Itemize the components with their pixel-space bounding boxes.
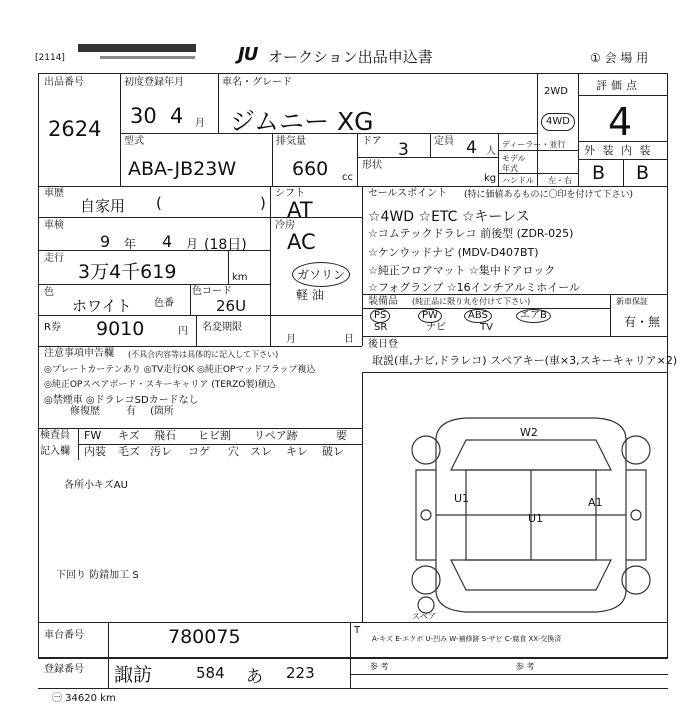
handle-label: ハンドル (502, 176, 534, 185)
venue-label: ① 会 場 用 (590, 51, 649, 65)
first-reg-label: 初度登録年月 (124, 77, 184, 88)
rear-seat-value: 取説(車,ナビ,ドラレコ) スペアキー(車×3,スキーキャリア×2) (372, 354, 678, 367)
inspection-month: 4 (162, 232, 173, 251)
shape-unit: kg (484, 173, 497, 184)
model-label: 型式 (124, 136, 144, 147)
displacement-value: 660 (292, 158, 329, 180)
model-year-label: モデル 年式 (502, 154, 526, 173)
check-yabure: 破レ (322, 445, 344, 458)
sales-line-5: ☆フォグランプ ☆16インチアルミホイール (368, 281, 581, 294)
history-label: 車歴 (44, 188, 64, 199)
fuel-light-oil: 軽 油 (296, 288, 324, 302)
form-title: オークション出品申込書 (268, 48, 433, 66)
mileage-value: 3万4千619 (78, 261, 177, 283)
first-reg-month-unit: 月 (195, 118, 205, 129)
notes-line-1: ◎プレートカーテンあり ◎TV走行OK ◎純正OPマッドフラップ複込 (44, 365, 316, 375)
handwritten-note-2: 下回り 防錆加工 S (56, 570, 139, 581)
doors-label: ドア (362, 136, 382, 147)
recycle-unit: 円 (178, 326, 188, 337)
equip-abs: ABS (464, 309, 492, 323)
reference-label-2: 参 考 (516, 662, 535, 671)
brand-logo: JU (238, 44, 258, 65)
first-reg-year: 30 (130, 104, 157, 128)
mileage-unit: km (232, 272, 248, 283)
equip-airbag: エアB (516, 309, 551, 323)
first-reg-month: 4 (170, 104, 184, 128)
aircon-value: AC (287, 230, 316, 254)
check-repair: リペア跡 (254, 429, 298, 442)
equipment-hint: (純正品に限り丸を付けて下さい) (412, 297, 531, 306)
mileage-label: 走行 (44, 253, 64, 264)
diagram-spare-label: スペア (412, 612, 436, 621)
repair-label: 修復歴 (70, 406, 100, 417)
lot-number: 2624 (48, 117, 102, 141)
registration-number: 223 (286, 664, 315, 682)
color-code-value: 26U (216, 297, 247, 315)
lot-label: 出品番号 (44, 77, 84, 88)
history-paren-open: ( (156, 194, 162, 212)
notes-line-2: ◎純正OPスペアボード・スキーキャリア (TERZO製)積込 (44, 380, 276, 390)
sales-line-3: ☆ケンウッドナビ (MDV-D407BT) (368, 246, 539, 259)
recycle-label: R券 (44, 322, 61, 333)
sales-hint: (特に価値あるものに〇印を付けて下さい) (464, 190, 634, 200)
equipment-label: 装備品 (368, 296, 398, 307)
check-tobiishi: 飛石 (154, 429, 176, 442)
sales-line-1: ☆4WD ☆ETC ☆キーレス (368, 209, 530, 225)
inspection-label: 車検 (44, 220, 64, 231)
form-code: [2114] (35, 53, 65, 63)
drive-2wd: 2WD (544, 86, 568, 97)
notes-label: 注意事項申告欄 (44, 348, 114, 359)
rating-label: 評価点 (596, 79, 641, 92)
ext-int-label: 外 装 内 装 (584, 144, 653, 157)
model-value: ABA-JB23W (128, 158, 237, 180)
check-hibiware: ヒビ割 (198, 429, 231, 442)
chassis-label: 車台番号 (44, 630, 84, 641)
check-koge: コゲ (188, 445, 210, 458)
notes-line-3: ◎禁煙車 ◎ドラレコSDカードなし (44, 395, 199, 406)
check-kizu: キズ (118, 429, 140, 442)
color-num-label: 色番 (154, 298, 174, 309)
equip-ps: PS (370, 309, 390, 323)
interior-grade: B (636, 162, 650, 184)
warranty-value: 有・無 (624, 315, 661, 329)
rear-seat-label: 後日登 (368, 339, 398, 350)
check-sure: スレ (250, 445, 272, 458)
registration-class: 584 (196, 664, 225, 682)
equip-sr: SR (374, 322, 388, 333)
capacity-value: 4 (466, 138, 477, 158)
diagram-u1-left: U1 (454, 492, 470, 505)
header-stamp (78, 44, 196, 52)
notes-hint: (不具合内容等は具体的に記入して下さい) (128, 350, 279, 359)
footer-mileage: ㊀ 34620 km (52, 693, 116, 704)
registration-place: 諏訪 (114, 664, 153, 686)
color-value: ホワイト (72, 297, 132, 315)
exterior-grade: B (592, 162, 606, 184)
check-required: 要 (336, 429, 347, 442)
rating-value: 4 (608, 100, 633, 144)
history-value: 自家用 (80, 197, 126, 215)
displacement-label: 排気量 (276, 136, 306, 147)
check-yogore: 汚レ (150, 445, 172, 458)
name-change-month: 月 (286, 334, 296, 345)
shift-value: AT (287, 198, 313, 222)
check-ana: 穴 (228, 445, 239, 458)
capacity-label: 定員 (434, 136, 454, 147)
check-label-1: 検査員 (40, 430, 70, 441)
inspection-month-unit: 月 (186, 237, 199, 251)
recycle-value: 9010 (96, 318, 145, 340)
diagram-u1-center: U1 (528, 512, 544, 525)
legend-letter: T (354, 625, 361, 636)
fuel-gasoline: ガソリン (292, 262, 350, 287)
handle-left-right: 左・右 (548, 176, 572, 185)
inspection-year-unit: 年 (124, 237, 137, 251)
color-label: 色 (44, 287, 54, 298)
inspection-year: 9 (100, 232, 111, 251)
equip-tv: TV (480, 322, 493, 333)
reference-label-1: 参 考 (370, 662, 389, 671)
dealer-label: ディーラー・並行 (502, 140, 566, 149)
car-name-value: ジムニー XG (230, 107, 374, 136)
inspection-day: (18日) (204, 237, 247, 253)
name-change-label: 名変期限 (202, 322, 242, 333)
check-keba: 毛ズ (118, 445, 140, 458)
chassis-value: 780075 (168, 626, 241, 648)
registration-label: 登録番号 (44, 664, 84, 675)
capacity-unit: 人 (486, 146, 496, 157)
handwritten-note-1: 各所小キズAU (64, 480, 128, 491)
car-name-label: 車名・グレード (222, 77, 292, 88)
new-car-warranty-label: 新車保証 (616, 297, 648, 306)
sales-line-4: ☆純正フロアマット ☆集中ドアロック (368, 264, 556, 277)
displacement-unit: cc (342, 172, 353, 183)
check-label-2: 記入欄 (40, 446, 70, 457)
registration-kana: あ (246, 667, 263, 687)
diagram-w2: W2 (520, 426, 538, 439)
check-kire: キレ (286, 445, 308, 458)
doors-value: 3 (398, 140, 409, 160)
color-code-label: 色コード (192, 286, 232, 297)
history-paren-close: ) (260, 194, 266, 212)
sales-line-2: ☆コムテックドラレコ 前後型 (ZDR-025) (368, 227, 574, 240)
sales-label: セールスポイント (368, 188, 448, 199)
equip-pw: PW (418, 309, 442, 323)
shift-label: シフト (275, 188, 305, 199)
shape-label: 形状 (362, 160, 382, 171)
repair-place: (箇所 (150, 406, 174, 417)
header-stamp-sub (100, 56, 195, 59)
repair-value: 有 (126, 406, 136, 417)
drive-4wd: 4WD (541, 113, 575, 131)
legend-text: A-キズ E-エクボ U-凹み W-補修跡 S-サビ C-腐食 XX-交換済 (372, 635, 562, 643)
check-interior: 内装 (84, 445, 106, 458)
diagram-a1: A1 (588, 496, 603, 509)
aircon-label: 冷房 (275, 220, 295, 231)
name-change-day: 日 (344, 334, 354, 345)
check-fw: FW (84, 429, 102, 442)
equip-navi: ナビ (426, 322, 446, 333)
